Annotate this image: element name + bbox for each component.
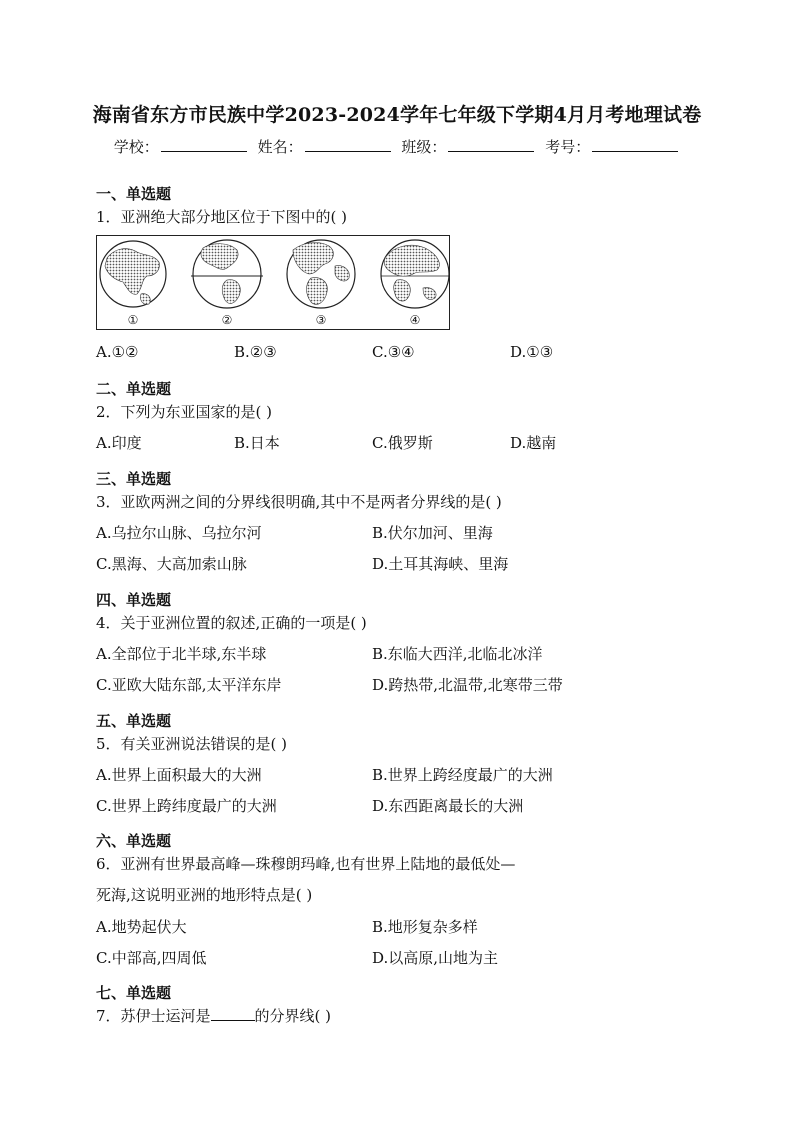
school-blank[interactable] <box>161 137 247 152</box>
globe-drawings <box>97 236 451 331</box>
option-6c[interactable]: C.中部高,四周低 <box>96 949 207 967</box>
option-5a[interactable]: A.世界上面积最大的大洲 <box>96 766 262 784</box>
exam-number-blank[interactable] <box>592 137 678 152</box>
figure-label-4: ④ <box>409 313 421 327</box>
figure-label-1: ① <box>127 313 139 327</box>
class-field <box>401 136 536 157</box>
name-label: 姓名： <box>257 138 303 156</box>
option-3a[interactable]: A.乌拉尔山脉、乌拉尔河 <box>96 524 262 542</box>
option-3d[interactable]: D.土耳其海峡、里海 <box>372 555 509 573</box>
figure-label-3: ③ <box>315 313 327 327</box>
exam-number-label: 考号： <box>545 138 591 156</box>
school-label: 学校： <box>113 138 159 156</box>
option-4c[interactable]: C.亚欧大陆东部,太平洋东岸 <box>96 676 282 694</box>
hemisphere-figure <box>96 235 450 330</box>
option-5b[interactable]: B.世界上跨经度最广的大洲 <box>372 766 553 784</box>
question-2: 2．下列为东亚国家的是( ) <box>96 403 273 421</box>
question-7-blank[interactable] <box>211 1006 255 1021</box>
name-blank[interactable] <box>305 137 391 152</box>
globe-1 <box>100 241 166 307</box>
question-4: 4．关于亚洲位置的叙述,正确的一项是( ) <box>96 614 367 632</box>
school-field <box>114 136 249 157</box>
question-5: 5．有关亚洲说法错误的是( ) <box>96 735 288 753</box>
option-6d[interactable]: D.以高原,山地为主 <box>372 949 499 967</box>
option-2d[interactable]: D.越南 <box>510 434 557 452</box>
exam-number-field <box>545 136 680 157</box>
option-4a[interactable]: A.全部位于北半球,东半球 <box>96 645 267 663</box>
option-1a[interactable]: A.①② <box>96 343 139 361</box>
globe-3 <box>287 240 355 308</box>
option-2c[interactable]: C.俄罗斯 <box>372 434 433 452</box>
option-4d[interactable]: D.跨热带,北温带,北寒带三带 <box>372 676 563 694</box>
section-heading-1: 一、单选题 <box>96 185 172 203</box>
section-heading-4: 四、单选题 <box>96 591 172 609</box>
class-blank[interactable] <box>448 137 534 152</box>
name-field <box>258 136 393 157</box>
option-5c[interactable]: C.世界上跨纬度最广的大洲 <box>96 797 277 815</box>
section-heading-2: 二、单选题 <box>96 380 172 398</box>
figure-label-2: ② <box>221 313 233 327</box>
option-6a[interactable]: A.地势起伏大 <box>96 918 187 936</box>
question-7-end: 的分界线( ) <box>254 1007 332 1025</box>
question-6: 6．亚洲有世界最高峰—珠穆朗玛峰,也有世界上陆地的最低处— <box>96 855 516 873</box>
option-5d[interactable]: D.东西距离最长的大洲 <box>372 797 524 815</box>
option-1d[interactable]: D.①③ <box>510 343 554 361</box>
option-3c[interactable]: C.黑海、大高加索山脉 <box>96 555 247 573</box>
class-label: 班级： <box>401 138 447 156</box>
section-heading-3: 三、单选题 <box>96 470 172 488</box>
section-heading-5: 五、单选题 <box>96 712 172 730</box>
option-2b[interactable]: B.日本 <box>234 434 280 452</box>
question-7-start: 7．苏伊士运河是 <box>96 1007 211 1025</box>
page-title: 海南省东方市民族中学2023-2024学年七年级下学期4月月考地理试卷 <box>92 104 702 126</box>
question-3: 3．亚欧两洲之间的分界线很明确,其中不是两者分界线的是( ) <box>96 493 502 511</box>
student-info-line <box>0 136 794 157</box>
option-1c[interactable]: C.③④ <box>372 343 415 361</box>
question-1: 1．亚洲绝大部分地区位于下图中的( ) <box>96 208 348 226</box>
globe-2 <box>191 240 263 308</box>
question-6-continued: 死海,这说明亚洲的地形特点是( ) <box>96 886 313 904</box>
option-3b[interactable]: B.伏尔加河、里海 <box>372 524 493 542</box>
question-7 <box>96 1005 331 1026</box>
option-2a[interactable]: A.印度 <box>96 434 142 452</box>
section-heading-7: 七、单选题 <box>96 984 172 1002</box>
option-6b[interactable]: B.地形复杂多样 <box>372 918 478 936</box>
option-1b[interactable]: B.②③ <box>234 343 277 361</box>
section-heading-6: 六、单选题 <box>96 832 172 850</box>
option-4b[interactable]: B.东临大西洋,北临北冰洋 <box>372 645 543 663</box>
globe-4 <box>381 240 449 308</box>
